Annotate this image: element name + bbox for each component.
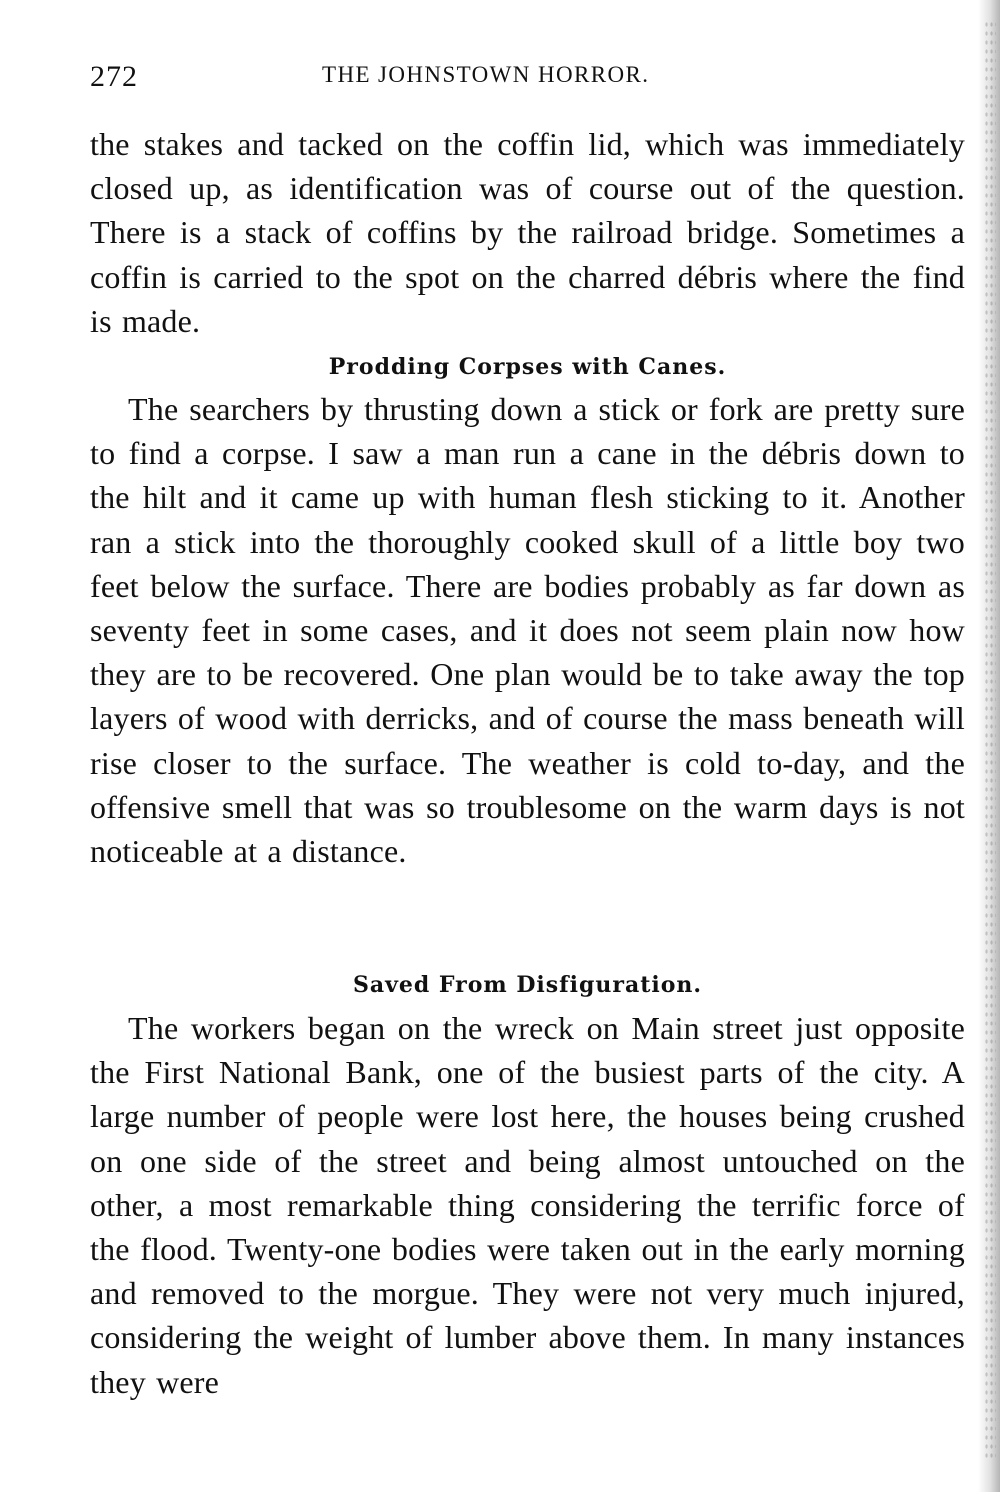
page-number: 272 — [90, 60, 138, 93]
paragraph-text: the stakes and tacked on the coffin lid, which was immediately closed up, as identification was of course out of the question. There is a stack of coffins by the railroad bridge. Sometimes a coffin is carried to the spot on the charred débris where the find is made. — [90, 126, 965, 339]
page-edge-speckle — [984, 20, 996, 1460]
paragraph-text: The workers began on the wreck on Main street just opposite the First National Bank, one of the busiest parts of the city. A large number of people were lost here, the houses being crushed on one side of the street and being almost untouched on the other, a most remarkable thing considering the terrific force of the flood. Twenty-one bodies were taken out in the early morning and removed to the morgue. They were not very much injured, considering the weight of lumber above them. In many instances they were — [90, 1010, 965, 1400]
paragraph-text: The searchers by thrusting down a stick or fork are pretty sure to find a corpse. I saw a man run a cane in the débris down to the hilt and it came up with human flesh sticking to it. Another ran a stick into the thoroughly cooked skull of a little boy two feet below the surface. There are bodies probably as far down as seventy feet in some cases, and it does not seem plain now how they are to be recovered. One plan would be to take away the top layers of wood with derricks, and of course the mass beneath will rise closer to the surface. The weather is cold to-day, and the offensive smell that was so troublesome on the warm days is not noticeable at a distance. — [90, 391, 965, 870]
section-heading-prodding-corpses: Prodding Corpses with Canes. — [328, 354, 727, 380]
paragraph-prodding-corpses — [90, 387, 965, 873]
running-title: THE JOHNSTOWN HORROR. — [322, 62, 650, 87]
paragraph-continuation — [90, 122, 965, 343]
paragraph-saved-from-disfiguration — [90, 1006, 965, 1404]
running-header — [90, 60, 965, 94]
section-heading-saved-from-disfiguration: Saved From Disfiguration. — [352, 972, 703, 998]
